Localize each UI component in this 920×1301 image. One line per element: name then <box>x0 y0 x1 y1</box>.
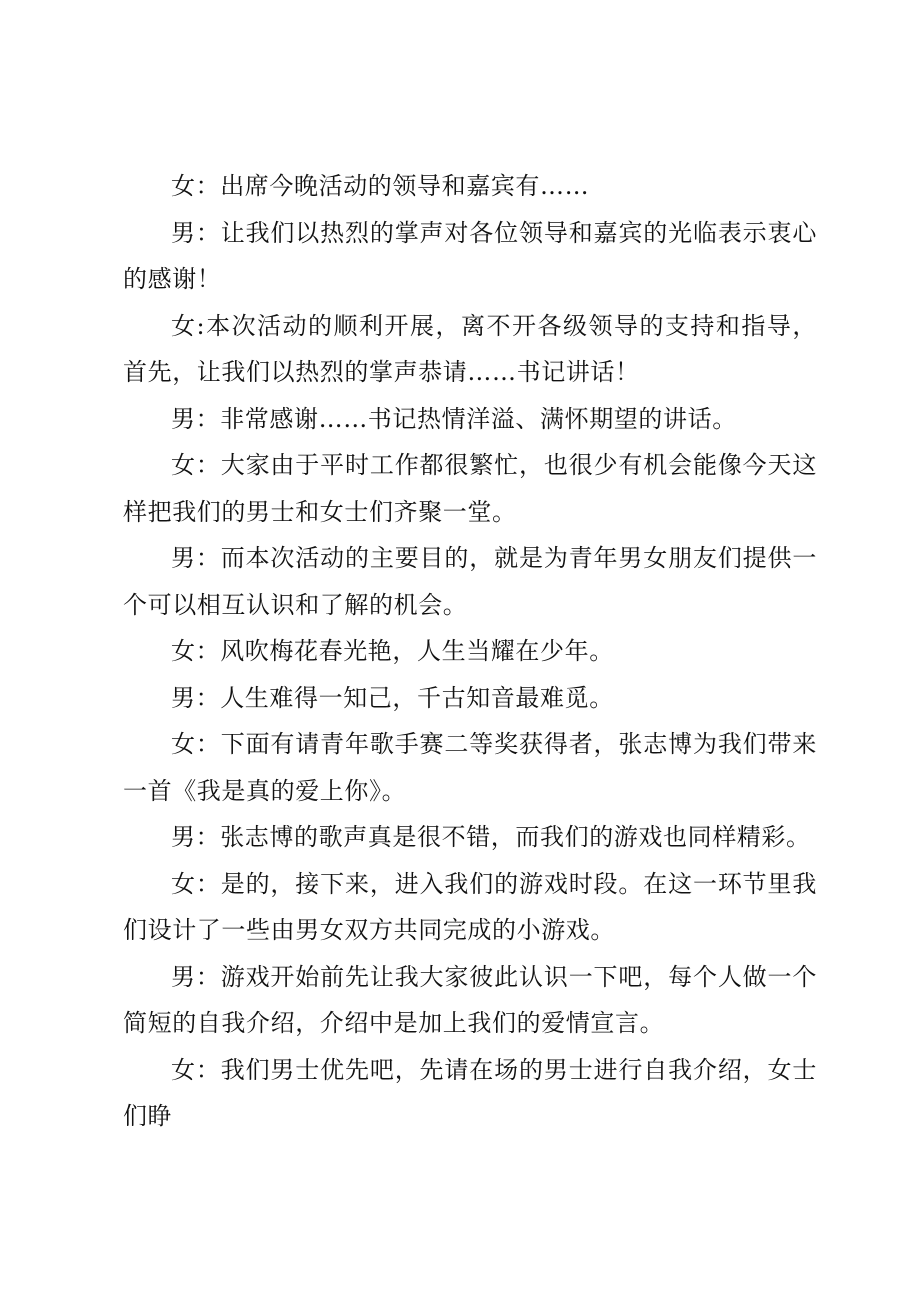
paragraph-9: 女：下面有请青年歌手赛二等奖获得者，张志博为我们带来一首《我是真的爱上你》。 <box>123 730 817 805</box>
paragraph-12: 男：游戏开始前先让我大家彼此认识一下吧，每个人做一个简短的自我介绍，介绍中是加上我们的爱情宣言。 <box>123 962 817 1037</box>
paragraph-4: 男：非常感谢……书记热情洋溢、满怀期望的讲话。 <box>171 404 737 433</box>
paragraph-7: 女：风吹梅花春光艳，人生当耀在少年。 <box>171 637 614 665</box>
paragraph-11: 女：是的，接下来，进入我们的游戏时段。在这一环节里我们设计了一些由男女双方共同完成的小游戏。 <box>123 869 817 944</box>
paragraph-8: 男：人生难得一知己，千古知音最难觅。 <box>171 683 614 712</box>
paragraph-1: 女：出席今晚活动的领导和嘉宾有…… <box>171 172 590 200</box>
paragraph-2: 男：让我们以热烈的掌声对各位领导和嘉宾的光临表示衷心的感谢！ <box>123 218 817 293</box>
paragraph-5: 女：大家由于平时工作都很繁忙，也很少有机会能像今天这样把我们的男士和女士们齐聚一堂。 <box>123 451 817 526</box>
document-body <box>123 163 817 1140</box>
paragraph-10: 男：张志博的歌声真是很不错，而我们的游戏也同样精彩。 <box>171 823 811 851</box>
paragraph-6: 男：而本次活动的主要目的，就是为青年男女朋友们提供一个可以相互认识和了解的机会。 <box>123 544 817 619</box>
paragraph-3: 女:本次活动的顺利开展，离不开各级领导的支持和指导，首先，让我们以热烈的掌声恭请……书记讲话！ <box>123 311 817 386</box>
paragraph-13: 女：我们男士优先吧，先请在场的男士进行自我介绍，女士们睁 <box>123 1055 817 1130</box>
